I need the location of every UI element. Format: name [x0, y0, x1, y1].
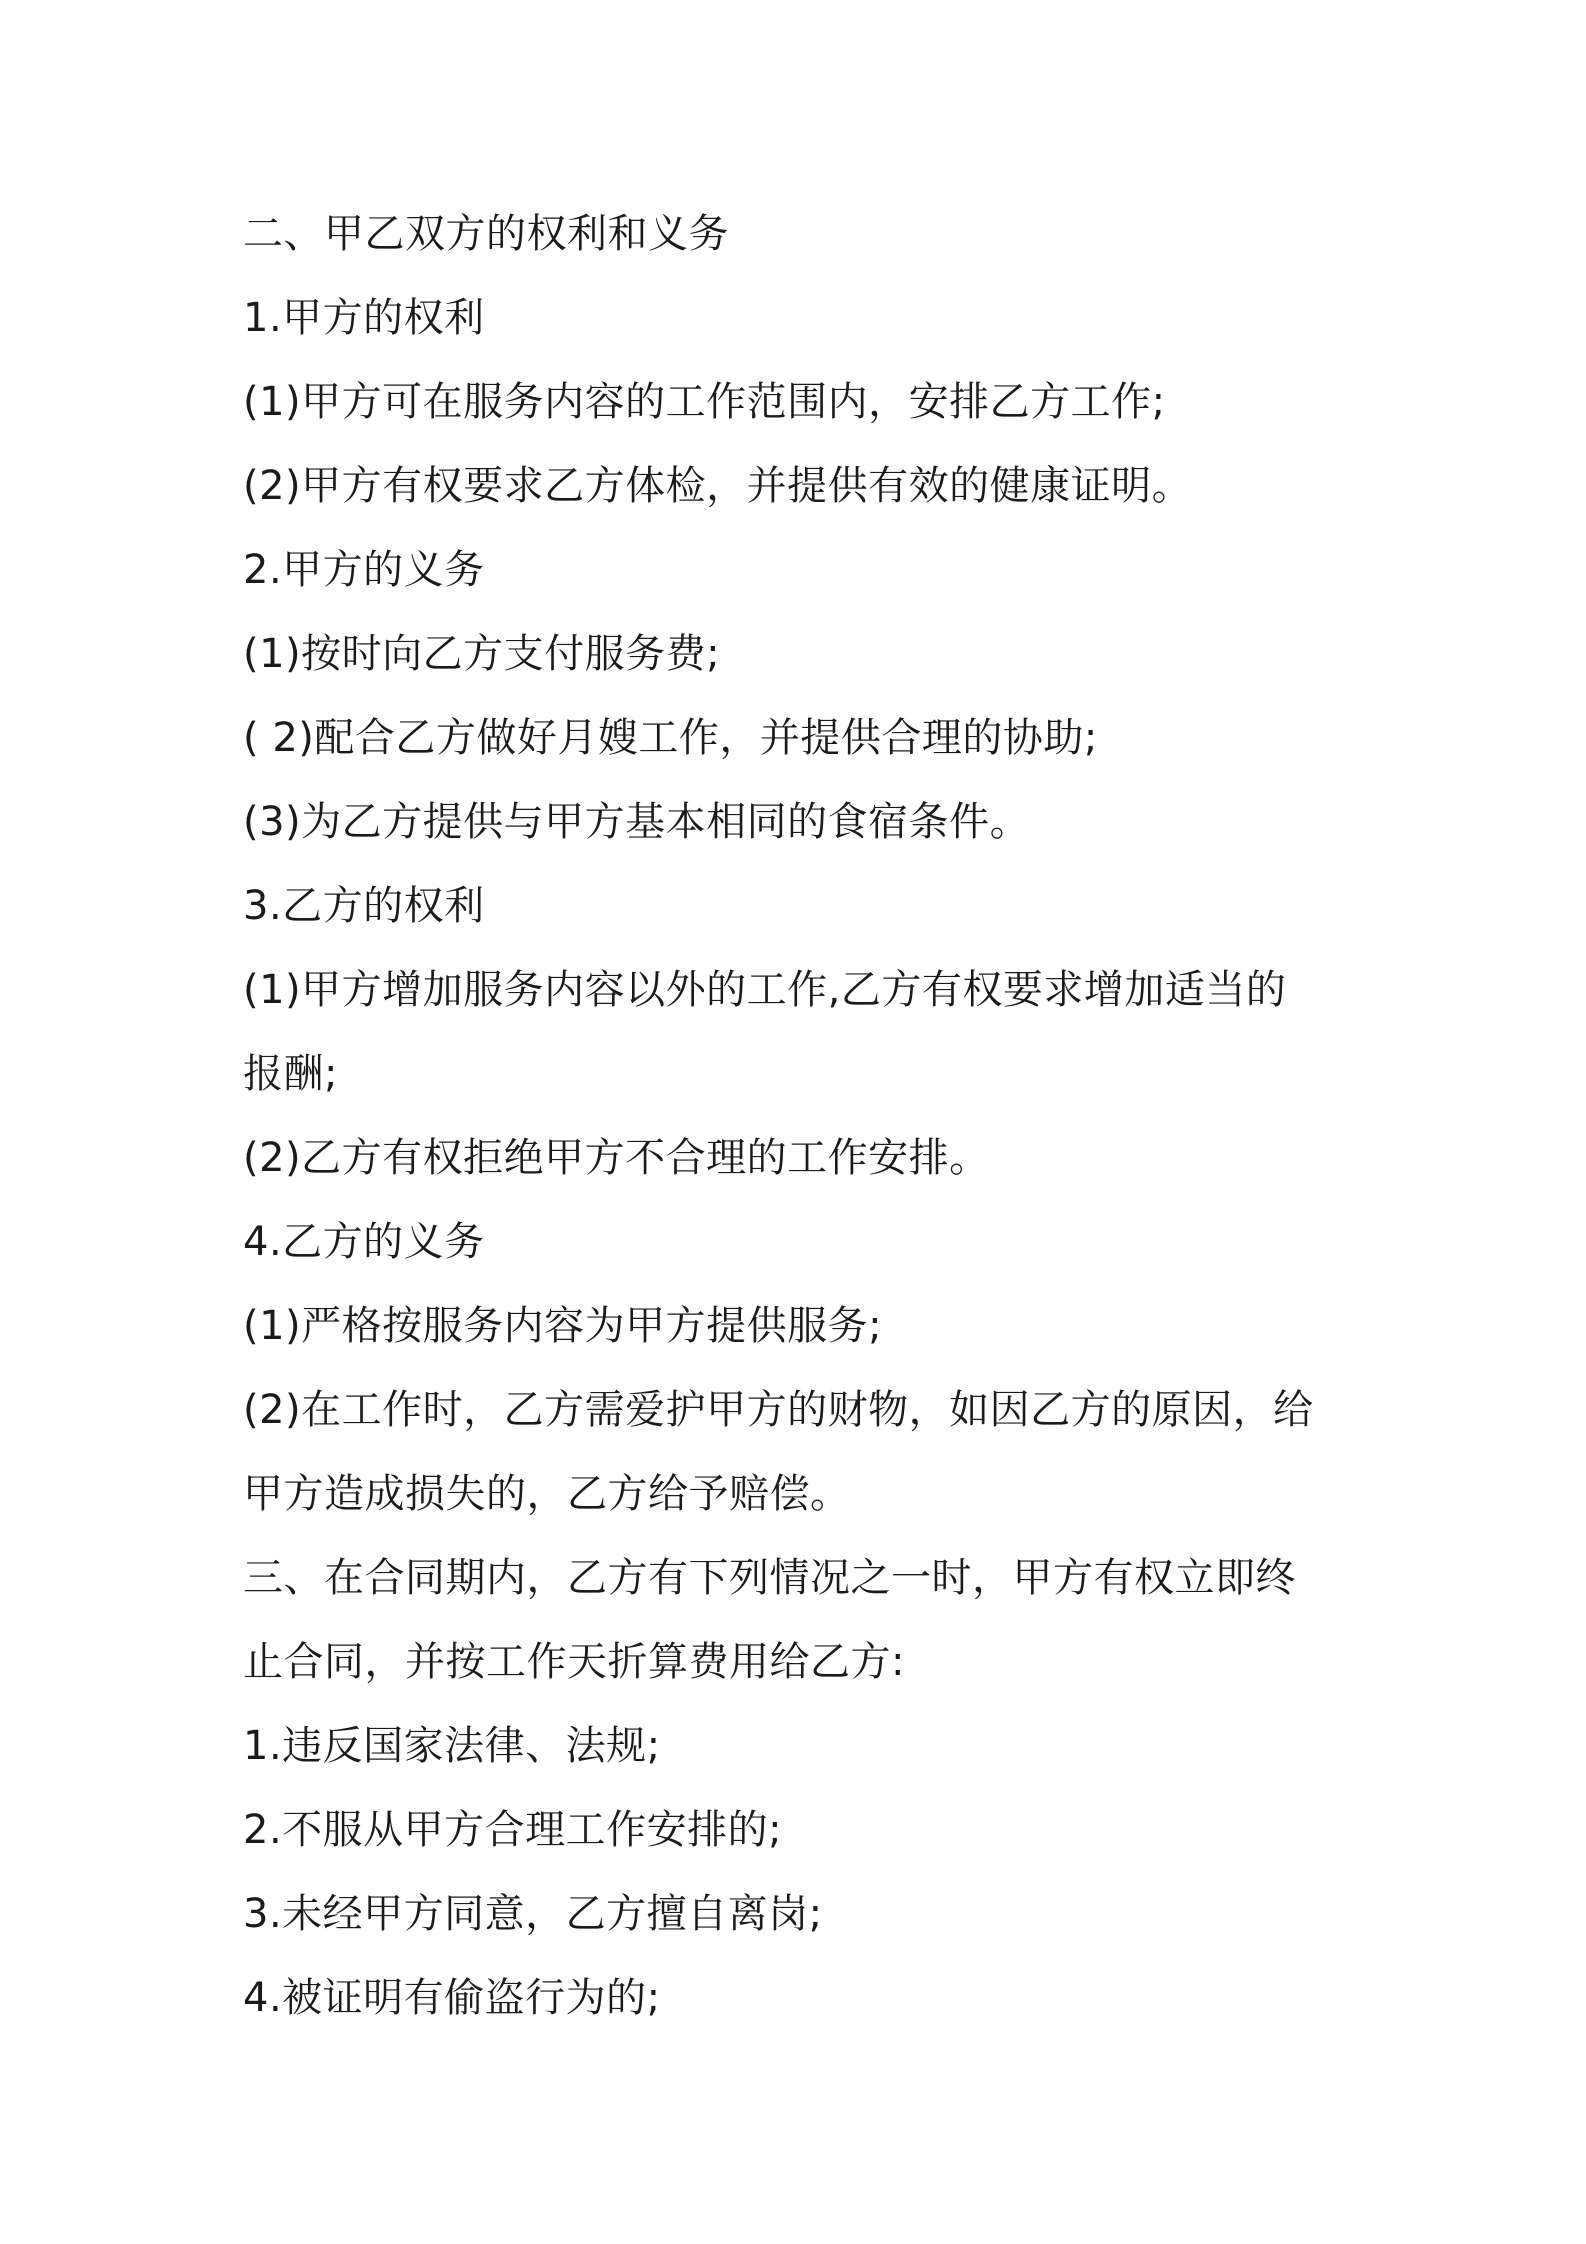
paragraph-line: (1)严格按服务内容为甲方提供服务;: [243, 1303, 883, 1349]
paragraph-line: 2.不服从甲方合理工作安排的;: [243, 1807, 783, 1853]
subheading-party-b-rights: 3.乙方的权利: [243, 883, 485, 929]
paragraph-line: (1)甲方增加服务内容以外的工作,乙方有权要求增加适当的: [243, 967, 1287, 1013]
paragraph-line: 4.被证明有偷盗行为的;: [243, 1975, 661, 2021]
paragraph-line: (3)为乙方提供与甲方基本相同的食宿条件。: [243, 799, 1031, 845]
paragraph-line: (2)甲方有权要求乙方体检，并提供有效的健康证明。: [243, 463, 1193, 509]
paragraph-line: 3.未经甲方同意，乙方擅自离岗;: [243, 1891, 823, 1937]
paragraph-line: (2)在工作时，乙方需爱护甲方的财物，如因乙方的原因，给: [243, 1387, 1314, 1433]
paragraph-line: 报酬;: [243, 1051, 338, 1097]
paragraph-line: 甲方造成损失的，乙方给予赔偿。: [243, 1471, 851, 1517]
section-heading-termination: 三、在合同期内，乙方有下列情况之一时，甲方有权立即终: [243, 1555, 1296, 1601]
section-heading-rights-obligations: 二、甲乙双方的权利和义务: [243, 211, 729, 257]
paragraph-line: ( 2)配合乙方做好月嫂工作，并提供合理的协助;: [243, 715, 1098, 761]
paragraph-line: (1)按时向乙方支付服务费;: [243, 631, 721, 677]
paragraph-line: 1.违反国家法律、法规;: [243, 1723, 661, 1769]
document-body: [243, 192, 1363, 2040]
paragraph-line: (1)甲方可在服务内容的工作范围内，安排乙方工作;: [243, 379, 1166, 425]
subheading-party-a-obligations: 2.甲方的义务: [243, 547, 485, 593]
subheading-party-a-rights: 1.甲方的权利: [243, 295, 485, 341]
subheading-party-b-obligations: 4.乙方的义务: [243, 1219, 485, 1265]
paragraph-line: 止合同，并按工作天折算费用给乙方:: [243, 1639, 905, 1685]
paragraph-line: (2)乙方有权拒绝甲方不合理的工作安排。: [243, 1135, 990, 1181]
